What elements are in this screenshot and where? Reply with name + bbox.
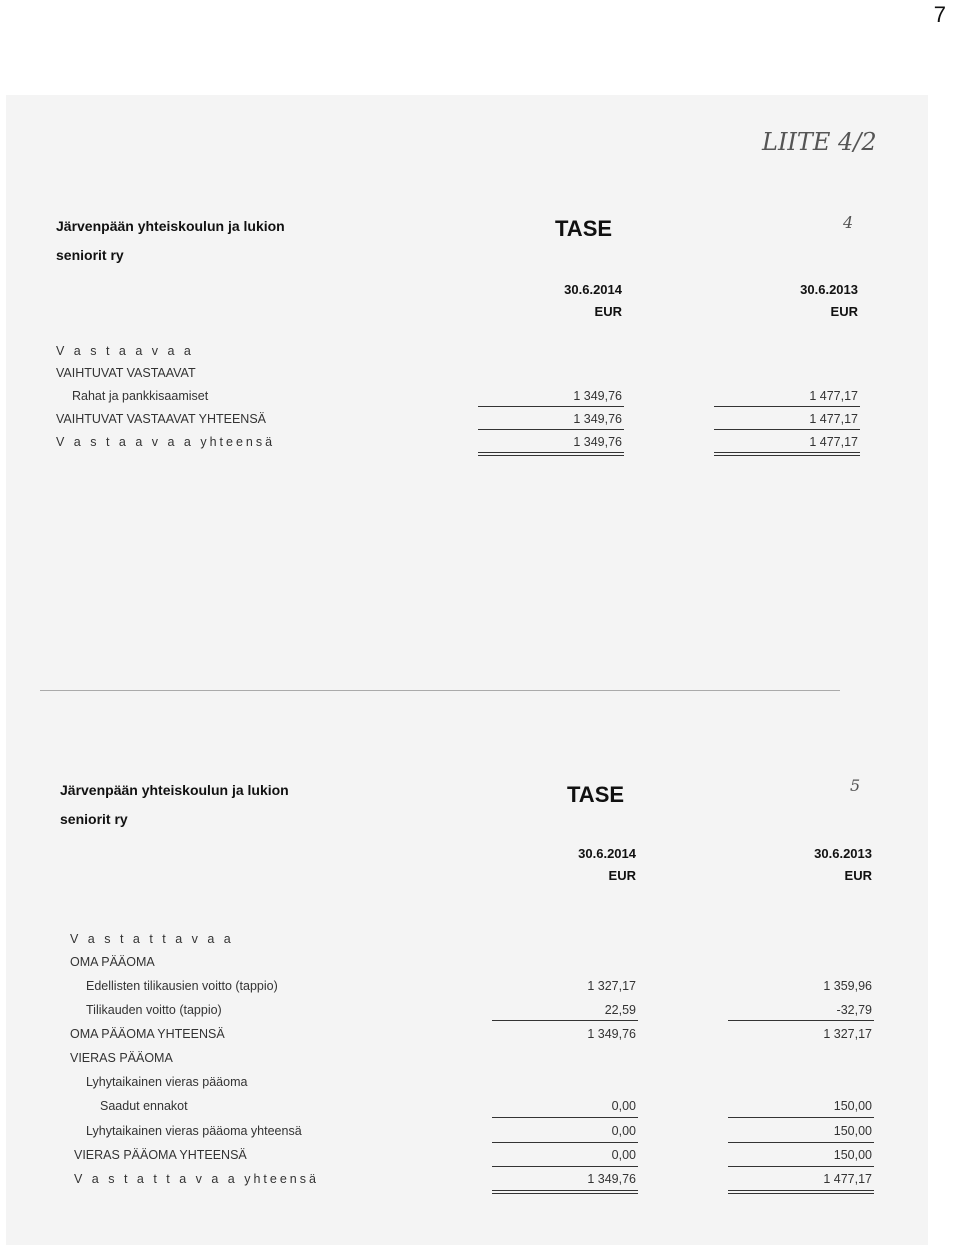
row-value-2014: 1 349,76 [573,435,622,449]
document-title: TASE [567,782,625,807]
row-value-2014: 1 349,76 [587,1027,636,1041]
column-date-2: 30.6.2013 [800,282,858,297]
row-label: Lyhytaikainen vieras pääoma [86,1075,248,1089]
row-value-2014: 0,00 [611,1148,636,1162]
column-unit-1: EUR [608,868,636,883]
row-value-2014: 22,59 [604,1003,636,1017]
row-label: OMA PÄÄOMA [70,955,155,969]
row-value-2014: 1 349,76 [573,389,622,403]
subtotal-rule [492,1142,638,1143]
column-date-1: 30.6.2014 [578,846,636,861]
subtotal-rule [728,1117,874,1118]
subtotal-rule [492,1117,638,1118]
column-date-1: 30.6.2014 [564,282,622,297]
row-label: VIERAS PÄÄOMA [70,1051,173,1065]
row-label: V a s t a a v a a yhteensä [56,435,276,449]
row-value-2013: 1 359,96 [823,979,872,993]
subtotal-rule [728,1166,874,1167]
total-double-rule [728,1190,874,1194]
subtotal-rule [492,1166,638,1167]
row-value-2014: 1 349,76 [573,412,622,426]
row-label: VAIHTUVAT VASTAAVAT YHTEENSÄ [56,412,267,426]
row-label: Rahat ja pankkisaamiset [72,389,209,403]
subtotal-rule [478,406,624,407]
row-value-2014: 1 327,17 [587,979,636,993]
total-double-rule [714,452,860,456]
row-value-2013: 150,00 [833,1124,872,1138]
organization-name-line2: seniorit ry [56,247,124,263]
row-value-2013: 1 477,17 [809,435,858,449]
row-value-2013: 1 477,17 [809,389,858,403]
row-label: Tilikauden voitto (tappio) [86,1003,222,1017]
subtotal-rule [714,406,860,407]
row-value-2013: 1 477,17 [823,1172,872,1186]
scanned-sheet [6,95,928,1245]
total-double-rule [478,452,624,456]
row-label: Edellisten tilikausien voitto (tappio) [86,979,278,993]
row-label: V a s t a t t a v a a yhteensä [74,1172,319,1186]
total-double-rule [492,1190,638,1194]
row-label: VAIHTUVAT VASTAAVAT [56,366,196,380]
handwritten-annotation: LIITE 4/2 [762,128,877,156]
column-unit-2: EUR [844,868,872,883]
sheet-number: 5 [850,776,861,795]
page-number: 7 [933,2,946,27]
section-divider [40,690,840,691]
sheet-number: 4 [843,213,854,232]
column-unit-1: EUR [594,304,622,319]
row-value-2013: 150,00 [833,1148,872,1162]
row-value-2013: -32,79 [836,1003,872,1017]
row-label: VIERAS PÄÄOMA YHTEENSÄ [74,1148,247,1162]
row-value-2013: 1 477,17 [809,412,858,426]
row-value-2014: 0,00 [611,1124,636,1138]
subtotal-rule [728,1142,874,1143]
subtotal-rule [714,429,860,430]
row-label: OMA PÄÄOMA YHTEENSÄ [70,1027,225,1041]
row-value-2014: 1 349,76 [587,1172,636,1186]
row-label: Saadut ennakot [100,1099,188,1113]
subtotal-rule [728,1020,874,1021]
subtotal-rule [492,1020,638,1021]
column-unit-2: EUR [830,304,858,319]
organization-name-line1: Järvenpään yhteiskoulun ja lukion [56,218,285,234]
row-value-2014: 0,00 [611,1099,636,1113]
row-label: V a s t a a v a a [56,344,194,358]
organization-name-line1: Järvenpään yhteiskoulun ja lukion [60,782,289,798]
organization-name-line2: seniorit ry [60,811,128,827]
column-date-2: 30.6.2013 [814,846,872,861]
subtotal-rule [478,429,624,430]
document-title: TASE [555,216,613,241]
row-label: Lyhytaikainen vieras pääoma yhteensä [86,1124,302,1138]
row-value-2013: 150,00 [833,1099,872,1113]
row-label: V a s t a t t a v a a [70,932,234,946]
row-value-2013: 1 327,17 [823,1027,872,1041]
